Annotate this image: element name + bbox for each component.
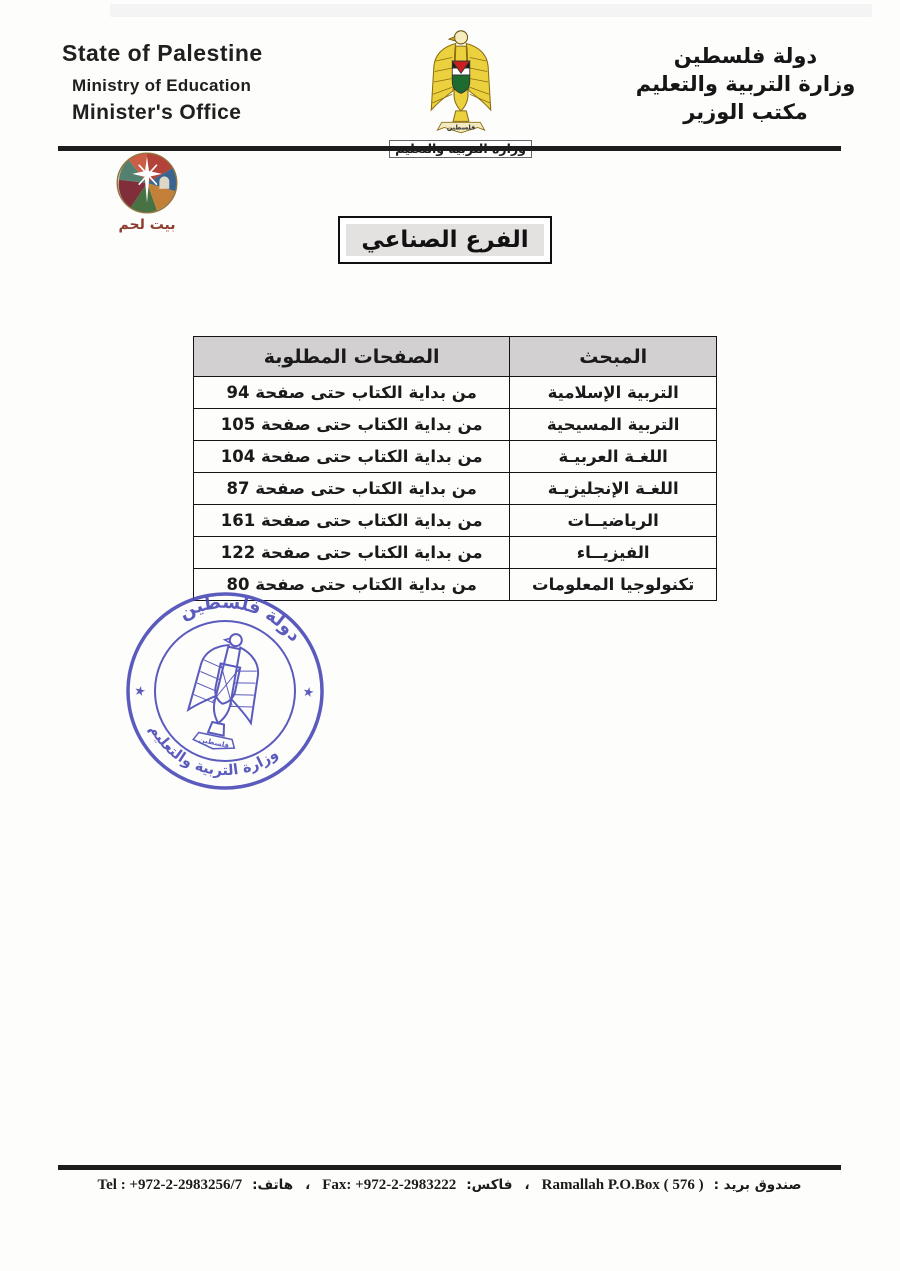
subject-cell: اللغـة العربيـة: [510, 441, 717, 473]
subject-cell: الرياضيــات: [510, 505, 717, 537]
table-row: [194, 409, 717, 441]
stamp-star-left: ★: [132, 683, 148, 701]
scan-artifact-band: [110, 4, 872, 17]
fax-number: Fax: +972-2-2983222: [322, 1177, 457, 1193]
stamp-banner-text: فلسطين: [198, 735, 230, 750]
stamp-eagle-icon: [181, 628, 268, 756]
bethlehem-logo-icon: [114, 150, 180, 216]
pages-cell: من بداية الكتاب حتى صفحة 122: [194, 537, 510, 569]
stamp-bottom-text: وزارة التربية والتعليم: [145, 722, 282, 780]
pages-cell: من بداية الكتاب حتى صفحة 104: [194, 441, 510, 473]
stamp-top-text: دولة فلسطين: [175, 591, 306, 646]
pobox-en: Ramallah P.O.Box ( 576 ): [541, 1177, 704, 1193]
ministry-name-en: Ministry of Education: [72, 76, 252, 95]
official-stamp: [93, 559, 356, 822]
separator: ،: [305, 1177, 311, 1193]
tel-number: Tel : +972-2-2983256/7: [97, 1177, 243, 1193]
pages-cell: من بداية الكتاب حتى صفحة 80: [194, 569, 510, 601]
state-name-ar: دولة فلسطين: [673, 44, 818, 68]
office-name-en: Minister's Office: [72, 101, 242, 124]
page-title: الفرع الصناعي: [346, 224, 544, 256]
table-row: [194, 473, 717, 505]
ministry-name-ar: وزارة التربية والتعليم: [635, 72, 856, 96]
subject-cell: تكنولوجيا المعلومات: [510, 569, 717, 601]
tel-label-ar: هاتف:: [252, 1177, 294, 1193]
palestine-eagle-icon: [417, 26, 505, 138]
subject-column-header: المبحث: [510, 337, 717, 377]
pages-cell: من بداية الكتاب حتى صفحة 87: [194, 473, 510, 505]
pobox-label-ar: صندوق بريد :: [713, 1177, 802, 1193]
state-name-en: State of Palestine: [62, 40, 263, 66]
table-row: [194, 441, 717, 473]
subject-cell: الفيزيــاء: [510, 537, 717, 569]
footer-contacts: [58, 1177, 841, 1194]
bethlehem-logo: [108, 150, 186, 233]
header-english: [62, 40, 342, 125]
pages-cell: من بداية الكتاب حتى صفحة 94: [194, 377, 510, 409]
office-name-ar: مكتب الوزير: [683, 100, 808, 124]
separator: ،: [524, 1177, 530, 1193]
emblem-banner-text: فلسطين: [446, 123, 475, 132]
pages-cell: من بداية الكتاب حتى صفحة 105: [194, 409, 510, 441]
footer-divider: [58, 1165, 841, 1170]
required-pages-table: [193, 336, 717, 601]
bethlehem-caption: بيت لحم: [118, 217, 176, 233]
header-emblem: [388, 26, 533, 158]
table-row: [194, 537, 717, 569]
subject-cell: التربية الإسلامية: [510, 377, 717, 409]
fax-label-ar: فاكس:: [466, 1177, 513, 1193]
ministry-stamp-icon: [93, 559, 356, 822]
table-row: [194, 377, 717, 409]
table-row: [194, 505, 717, 537]
title-box: [338, 216, 552, 264]
table-header-row: [194, 337, 717, 377]
subject-cell: اللغـة الإنجليزيـة: [510, 473, 717, 505]
emblem-caption: وزارة التربية والتعليم: [389, 140, 532, 158]
header-arabic: [628, 42, 863, 126]
pages-cell: من بداية الكتاب حتى صفحة 161: [194, 505, 510, 537]
stamp-star-right: ★: [301, 684, 316, 702]
subject-cell: التربية المسيحية: [510, 409, 717, 441]
pages-column-header: الصفحات المطلوبة: [194, 337, 510, 377]
